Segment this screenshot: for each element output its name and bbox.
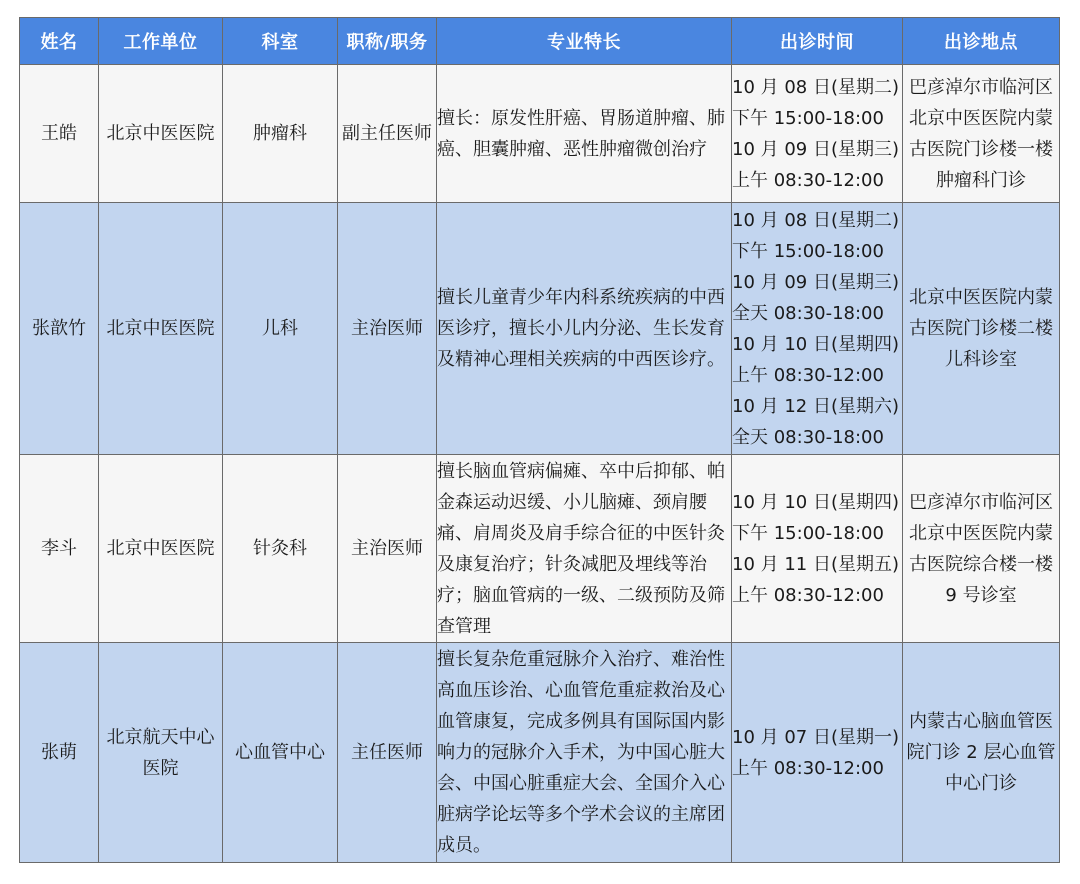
header-unit: 工作单位 [99, 18, 223, 65]
place-line: 北京中医医院内蒙 [909, 287, 1053, 308]
clinic-location [903, 455, 1060, 643]
place-line: 院门诊 2 层心血管 [906, 742, 1056, 763]
place-line: 中心门诊 [945, 773, 1017, 794]
header-dept: 科室 [223, 18, 338, 65]
specialty: 擅长复杂危重冠脉介入治疗、难治性高血压诊治、心血管危重症救治及心血管康复，完成多例具有国际国内影响力的冠脉介入手术，为中国心脏大会、中国心脏重症大会、全国介入心脏病学论坛等多个学术会议的主席团成员。 [437, 643, 732, 863]
time-line: 10 月 07 日(星期一) [732, 726, 900, 748]
time-line: 全天 08:30-18:00 [732, 426, 884, 448]
work-unit: 北京航天中心医院 [99, 643, 223, 863]
job-title: 主任医师 [338, 643, 437, 863]
time-line: 全天 08:30-18:00 [732, 302, 884, 324]
time-line: 上午 08:30-12:00 [732, 364, 884, 386]
header-time: 出诊时间 [732, 18, 903, 65]
specialty: 擅长脑血管病偏瘫、卒中后抑郁、帕金森运动迟缓、小儿脑瘫、颈肩腰痛、肩周炎及肩手综合征的中医针灸及康复治疗；针灸减肥及埋线等治疗；脑血管病的一级、二级预防及筛查管理 [437, 455, 732, 643]
job-title: 主治医师 [338, 455, 437, 643]
work-unit: 北京中医医院 [99, 203, 223, 455]
header-name: 姓名 [20, 18, 99, 65]
time-line: 10 月 08 日(星期二) [732, 76, 900, 98]
department: 儿科 [223, 203, 338, 455]
department: 针灸科 [223, 455, 338, 643]
place-line: 儿科诊室 [945, 349, 1017, 370]
doctor-name: 张歆竹 [20, 203, 99, 455]
doctor-name: 张萌 [20, 643, 99, 863]
job-title: 主治医师 [338, 203, 437, 455]
time-line: 上午 08:30-12:00 [732, 169, 884, 191]
place-line: 9 号诊室 [945, 584, 1017, 606]
place-line: 古医院门诊楼二楼 [909, 318, 1053, 339]
place-line: 巴彦淖尔市临河区 [909, 491, 1053, 513]
time-line: 10 月 09 日(星期三) [732, 138, 900, 160]
clinic-time [732, 643, 903, 863]
doctor-name: 王皓 [20, 65, 99, 203]
clinic-time [732, 455, 903, 643]
clinic-location [903, 203, 1060, 455]
doctor-name: 李斗 [20, 455, 99, 643]
place-line: 内蒙古心脑血管医 [909, 711, 1053, 732]
time-line: 10 月 10 日(星期四) [732, 333, 900, 355]
time-line: 10 月 09 日(星期三) [732, 271, 900, 293]
place-line: 肿瘤科门诊 [936, 169, 1026, 191]
work-unit: 北京中医医院 [99, 455, 223, 643]
time-line: 上午 08:30-12:00 [732, 757, 884, 779]
job-title: 副主任医师 [338, 65, 437, 203]
place-line: 北京中医医院内蒙 [909, 522, 1053, 544]
time-line: 10 月 12 日(星期六) [732, 395, 900, 417]
place-line: 古医院综合楼一楼 [909, 553, 1053, 575]
time-line: 10 月 08 日(星期二) [732, 209, 900, 231]
header-row [20, 18, 1060, 65]
specialty: 擅长：原发性肝癌、胃肠道肿瘤、肺癌、胆囊肿瘤、恶性肿瘤微创治疗 [437, 65, 732, 203]
time-line: 10 月 11 日(星期五) [732, 553, 900, 575]
place-line: 古医院门诊楼一楼 [909, 138, 1053, 160]
time-line: 10 月 10 日(星期四) [732, 491, 900, 513]
specialty: 擅长儿童青少年内科系统疾病的中西医诊疗，擅长小儿内分泌、生长发育及精神心理相关疾病的中西医诊疗。 [437, 203, 732, 455]
table-row [20, 203, 1060, 455]
time-line: 上午 08:30-12:00 [732, 584, 884, 606]
clinic-time [732, 65, 903, 203]
table-row [20, 643, 1060, 863]
table-row [20, 65, 1060, 203]
header-spec: 专业特长 [437, 18, 732, 65]
clinic-location [903, 643, 1060, 863]
place-line: 巴彦淖尔市临河区 [909, 76, 1053, 98]
clinic-location [903, 65, 1060, 203]
work-unit: 北京中医医院 [99, 65, 223, 203]
table-row [20, 455, 1060, 643]
department: 心血管中心 [223, 643, 338, 863]
time-line: 下午 15:00-18:00 [732, 240, 884, 262]
clinic-schedule-table [19, 17, 1060, 863]
clinic-time [732, 203, 903, 455]
department: 肿瘤科 [223, 65, 338, 203]
time-line: 下午 15:00-18:00 [732, 107, 884, 129]
header-title: 职称/职务 [338, 18, 437, 65]
time-line: 下午 15:00-18:00 [732, 522, 884, 544]
header-place: 出诊地点 [903, 18, 1060, 65]
place-line: 北京中医医院内蒙 [909, 107, 1053, 129]
